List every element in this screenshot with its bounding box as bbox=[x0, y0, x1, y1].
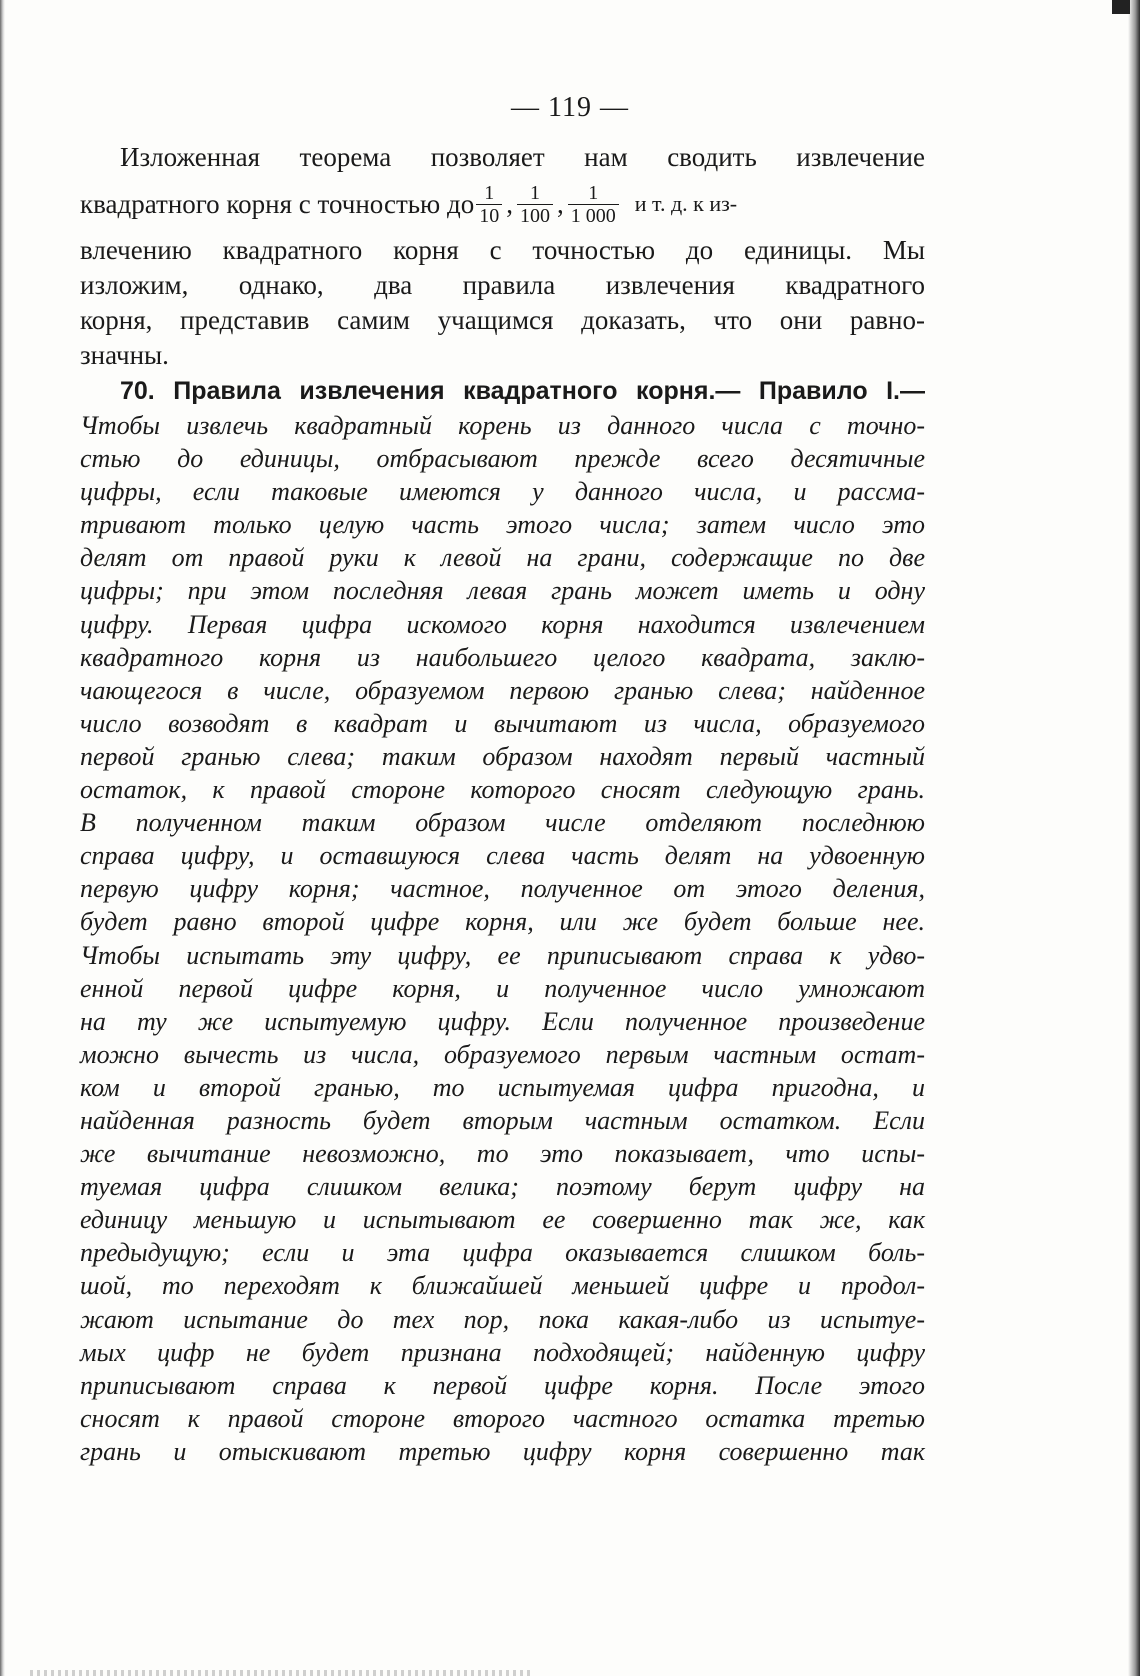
intro-line-1: Изложенная теорема позволяет нам сводить извлечение bbox=[120, 142, 925, 172]
rule-line: сносят к правой стороне второго частного остатка третью bbox=[80, 1403, 925, 1433]
fraction-denominator: 10 bbox=[476, 204, 502, 227]
rule-line: тривают только целую часть этого числа; затем число это bbox=[80, 510, 925, 540]
rule-line: Чтобы извлечь квадратный корень из данного числа с точно- bbox=[80, 411, 925, 440]
rule-line: же вычитание невозможно, то это показывает, что испы- bbox=[80, 1139, 925, 1169]
rule-line: цифры; при этом последняя левая грань может иметь и одну bbox=[80, 576, 925, 606]
intro-line-2-with-fractions bbox=[80, 175, 925, 233]
intro-line-2-prefix: квадратного корня с точностью до bbox=[80, 189, 475, 219]
intro-line: значны. bbox=[80, 340, 169, 370]
rule-line: жают испытание до тех пор, пока какая-либо из испытуе- bbox=[80, 1304, 925, 1334]
rule-line: число возводят в квадрат и вычитают из числа, образуемого bbox=[80, 708, 925, 738]
scan-artifact bbox=[1112, 0, 1130, 14]
fraction-denominator: 1 000 bbox=[568, 204, 619, 227]
fraction-separator: , bbox=[506, 189, 513, 219]
fraction-numerator: 1 bbox=[529, 181, 540, 204]
rule-line: грань и отыскивают третью цифру корня совершенно так bbox=[80, 1436, 925, 1466]
rule-line: цифры, если таковые имеются у данного числа, и рассма- bbox=[80, 477, 925, 507]
rule-line: енной первой цифре корня, и полученное число умножают bbox=[80, 973, 925, 1003]
intro-line: корня, представив самим учащимся доказать, что они равно- bbox=[80, 305, 925, 335]
rule-line: мых цифр не будет признана подходящей; найденную цифру bbox=[80, 1337, 925, 1367]
rule-line: предыдущую; если и эта цифра оказывается слишком боль- bbox=[80, 1238, 925, 1268]
rule-text bbox=[80, 409, 925, 1468]
intro-line: влечению квадратного корня с точностью до единицы. Мы bbox=[80, 235, 925, 265]
fraction-one-tenth bbox=[476, 182, 502, 227]
page-edge-shadow-left bbox=[0, 0, 5, 1676]
page-edge-shadow-right bbox=[1128, 0, 1140, 1676]
page-text bbox=[80, 140, 925, 1468]
intro-line: изложим, однако, два правила извлечения квадратного bbox=[80, 270, 925, 300]
rule-line: на ту же испытуемую цифру. Если полученное произведение bbox=[80, 1006, 925, 1036]
fraction-numerator: 1 bbox=[484, 181, 495, 204]
rule-line: чающегося в числе, образуемом первою гранью слева; найденное bbox=[80, 675, 925, 705]
section-heading: 70. Правила извлечения квадратного корня.— Правило I.— bbox=[120, 377, 925, 405]
rule-line: шой, то переходят к ближайшей меньшей цифре и продол- bbox=[80, 1271, 925, 1301]
rule-line: приписывают справа к первой цифре корня. После этого bbox=[80, 1370, 925, 1400]
rule-line: квадратного корня из наибольшего целого квадрата, заклю- bbox=[80, 642, 925, 672]
rule-line: единицу меньшую и испытывают ее совершенно так же, как bbox=[80, 1205, 925, 1235]
rule-line: справа цифру, и оставшуюся слева часть делят на удвоенную bbox=[80, 841, 925, 871]
fraction-numerator: 1 bbox=[588, 181, 599, 204]
fraction-denominator: 100 bbox=[517, 204, 553, 227]
rule-line: будет равно второй цифре корня, или же будет больше нее. bbox=[80, 907, 925, 937]
rule-line: делят от правой руки к левой на грани, содержащие по две bbox=[80, 543, 925, 573]
rule-line: ком и второй гранью, то испытуемая цифра пригодна, и bbox=[80, 1072, 925, 1102]
fraction-one-thousandth bbox=[568, 182, 619, 227]
rule-line: стью до единицы, отбрасывают прежде всего десятичные bbox=[80, 444, 925, 474]
fraction-separator: , bbox=[556, 189, 564, 219]
rule-line: Чтобы испытать эту цифру, ее приписывают справа к удво- bbox=[80, 940, 925, 970]
fraction-one-hundredth bbox=[517, 182, 553, 227]
rule-line: остаток, к правой стороне которого сносят следующую грань. bbox=[80, 775, 925, 805]
rule-line: можно вычесть из числа, образуемого первым частным остат- bbox=[80, 1039, 925, 1069]
rule-line: цифру. Первая цифра искомого корня находится извлечением bbox=[80, 609, 925, 639]
page-number: — 119 — bbox=[511, 92, 629, 123]
rule-line: В полученном таким образом числе отделяют последнюю bbox=[80, 808, 925, 838]
rule-line: туемая цифра слишком велика; поэтому берут цифру на bbox=[80, 1172, 925, 1202]
rule-line: найденная разность будет вторым частным остатком. Если bbox=[80, 1105, 925, 1135]
intro-line-2-suffix: и т. д. к из- bbox=[634, 191, 738, 216]
scan-artifact-bottom bbox=[30, 1670, 530, 1676]
rule-line: первой гранью слева; таким образом находят первый частный bbox=[80, 741, 925, 771]
rule-line: первую цифру корня; частное, полученное от этого деления, bbox=[80, 874, 925, 904]
